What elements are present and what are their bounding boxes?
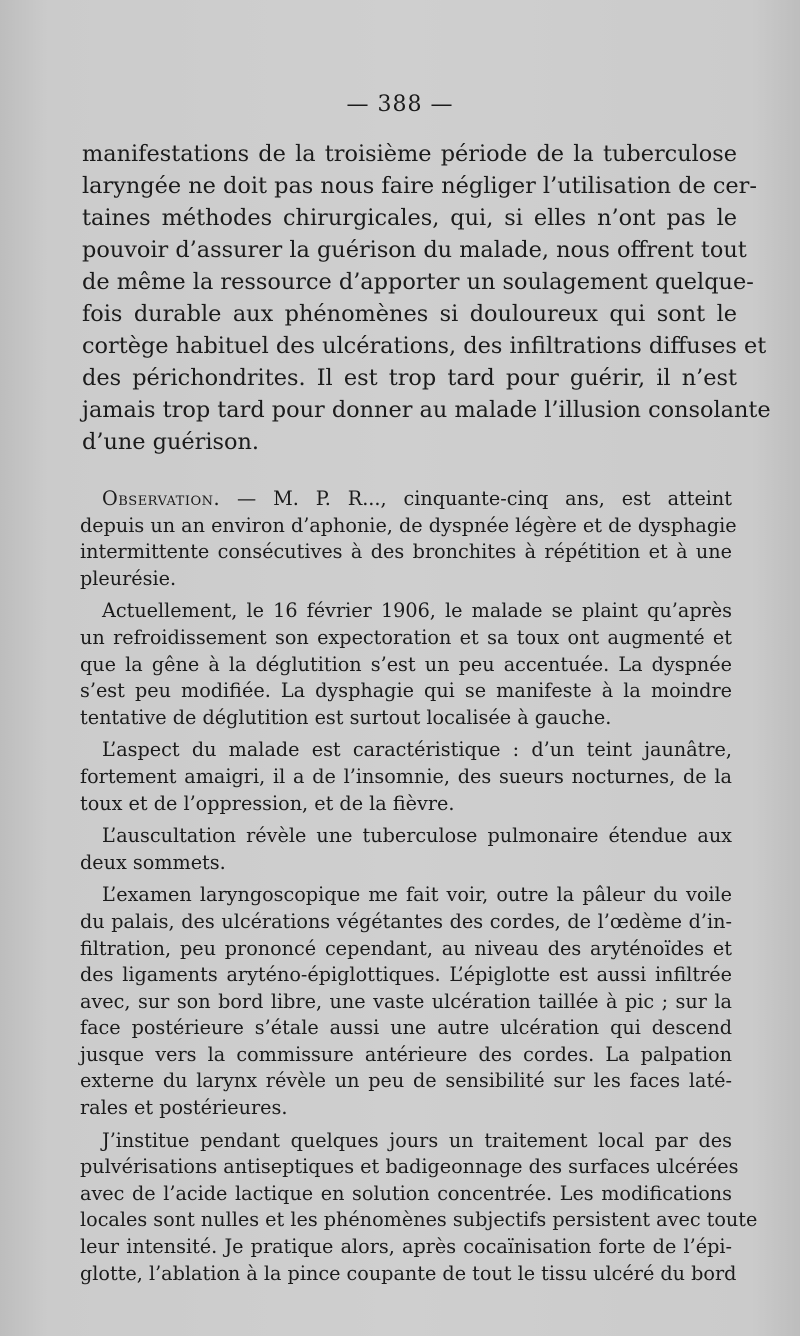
text-line: L’aspect du malade est caractéristique : d’un teint jaunâtre, (102, 738, 732, 762)
text-line: filtration, peu prononcé cependant, au niveau des aryténoïdes et (80, 936, 732, 960)
text-line: pleurésie. (80, 566, 177, 590)
observation-intro: — M. P. R..., cinquante-cinq ans, est atteint (220, 487, 732, 510)
text-line: avec de l’acide lactique en solution concentrée. Les modifications (80, 1181, 732, 1205)
text-line: locales sont nulles et les phénomènes subjectifs persistent avec toute (80, 1208, 758, 1232)
text-line: tentative de déglutition est surtout localisée à gauche. (80, 705, 612, 729)
text-line: d’une guérison. (82, 429, 260, 455)
text-line: toux et de l’oppression, et de la fièvre. (80, 791, 455, 815)
text-line: face postérieure s’étale aussi une autre ulcération qui descend (80, 1016, 732, 1040)
text-line: depuis un an environ d’aphonie, de dyspnée légère et de dysphagie (80, 513, 737, 537)
text-line: leur intensité. Je pratique alors, après cocaïnisation forte de l’épi- (80, 1235, 732, 1259)
text-line: glotte, l’ablation à la pince coupante de tout le tissu ulcéré du bord (80, 1261, 737, 1285)
text-line: L’examen laryngoscopique me fait voir, outre la pâleur du voile (102, 883, 732, 907)
observation-paragraph-5 (80, 882, 732, 1121)
text-line: manifestations de la troisième période de la tuberculose (82, 141, 737, 167)
observation-paragraph-6 (80, 1128, 758, 1288)
text-line: fortement amaigri, il a de l’insomnie, des sueurs nocturnes, de la (80, 764, 732, 788)
text-line: des périchondrites. Il est trop tard pour guérir, il n’est (82, 365, 737, 391)
text-line: J’institue pendant quelques jours un traitement local par des (102, 1128, 732, 1152)
text-line: deux sommets. (80, 850, 226, 874)
observation-section (80, 486, 758, 1293)
text-line (80, 486, 732, 513)
observation-paragraph-1 (80, 486, 737, 592)
observation-paragraph-4 (80, 823, 732, 876)
text-line: pouvoir d’assurer la guérison du malade, nous offrent tout (82, 237, 747, 263)
text-line: de même la ressource d’apporter un soulagement quelque- (82, 269, 754, 295)
text-line: cortège habituel des ulcérations, des infiltrations diffuses et (82, 333, 767, 359)
text-line: Actuellement, le 16 février 1906, le malade se plaint qu’après (102, 599, 732, 623)
text-line: un refroidissement son expectoration et sa toux ont augmenté et (80, 625, 732, 649)
main-paragraph (82, 138, 771, 458)
text-line: que la gêne à la déglutition s’est un peu accentuée. La dyspnée (80, 652, 732, 676)
text-line: jusque vers la commissure antérieure des cordes. La palpation (80, 1042, 732, 1066)
text-line: L’auscultation révèle une tuberculose pulmonaire étendue aux (102, 824, 732, 848)
text-line: rales et postérieures. (80, 1096, 288, 1120)
text-line: du palais, des ulcérations végétantes des cordes, de l’œdème d’in- (80, 909, 732, 933)
observation-paragraph-3 (80, 737, 732, 817)
observation-heading: Observation. (102, 487, 221, 510)
text-line: fois durable aux phénomènes si douloureux qui sont le (82, 301, 737, 327)
text-line: s’est peu modifiée. La dysphagie qui se manifeste à la moindre (80, 679, 732, 703)
text-line: pulvérisations antiseptiques et badigeonnage des surfaces ulcérées (80, 1155, 739, 1179)
page-number: — 388 — (346, 92, 454, 117)
text-line: jamais trop tard pour donner au malade l’illusion consolante (82, 397, 771, 423)
text-line: laryngée ne doit pas nous faire négliger l’utilisation de cer- (82, 173, 757, 199)
text-line: des ligaments aryténo-épiglottiques. L’épiglotte est aussi infiltrée (80, 963, 732, 987)
text-line: intermittente consécutives à des bronchites à répétition et à une (80, 540, 732, 564)
observation-paragraph-2 (80, 598, 732, 731)
text-line: externe du larynx révèle un peu de sensibilité sur les faces laté- (80, 1069, 732, 1093)
text-line: taines méthodes chirurgicales, qui, si elles n’ont pas le (82, 205, 737, 231)
text-line: avec, sur son bord libre, une vaste ulcération taillée à pic ; sur la (80, 989, 732, 1013)
